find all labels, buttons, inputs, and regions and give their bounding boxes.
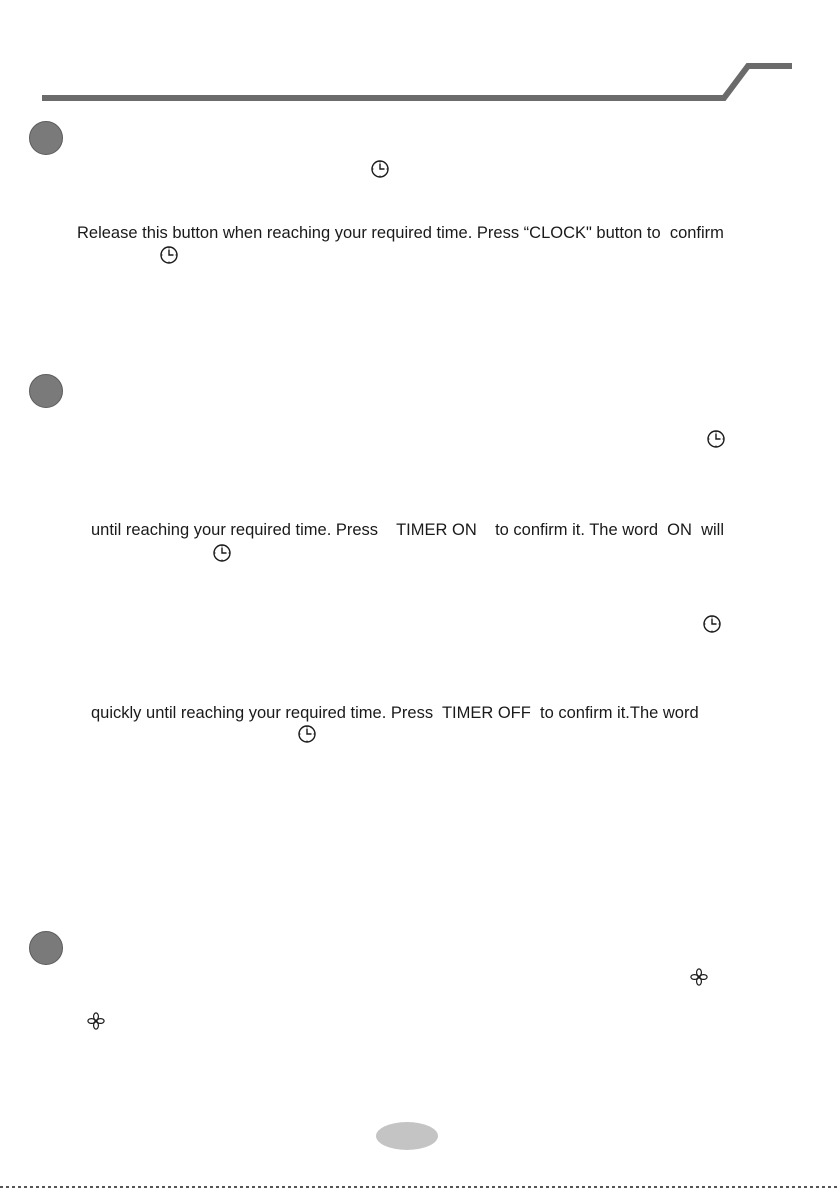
clock-icon bbox=[706, 429, 726, 449]
clock-icon bbox=[297, 724, 317, 744]
section-bullet-timer bbox=[29, 374, 63, 408]
timer-off-instruction-line: quickly until reaching your required time. Press TIMER OFF to confirm it.The word bbox=[91, 704, 699, 722]
fan-icon bbox=[86, 1011, 106, 1031]
clock-icon bbox=[702, 614, 722, 634]
page-number-oval bbox=[376, 1122, 438, 1150]
bottom-edge-rule bbox=[0, 1186, 840, 1188]
clock-icon bbox=[212, 543, 232, 563]
header-rule bbox=[0, 0, 840, 110]
clock-icon bbox=[370, 159, 390, 179]
section-bullet-clock bbox=[29, 121, 63, 155]
clock-instruction-line: Release this button when reaching your required time. Press “CLOCK" button to confirm bbox=[77, 224, 724, 242]
timer-on-instruction-line: until reaching your required time. Press TIMER ON to confirm it. The word ON will bbox=[91, 521, 725, 539]
clock-icon bbox=[159, 245, 179, 265]
section-bullet-fan bbox=[29, 931, 63, 965]
fan-icon bbox=[689, 967, 709, 987]
